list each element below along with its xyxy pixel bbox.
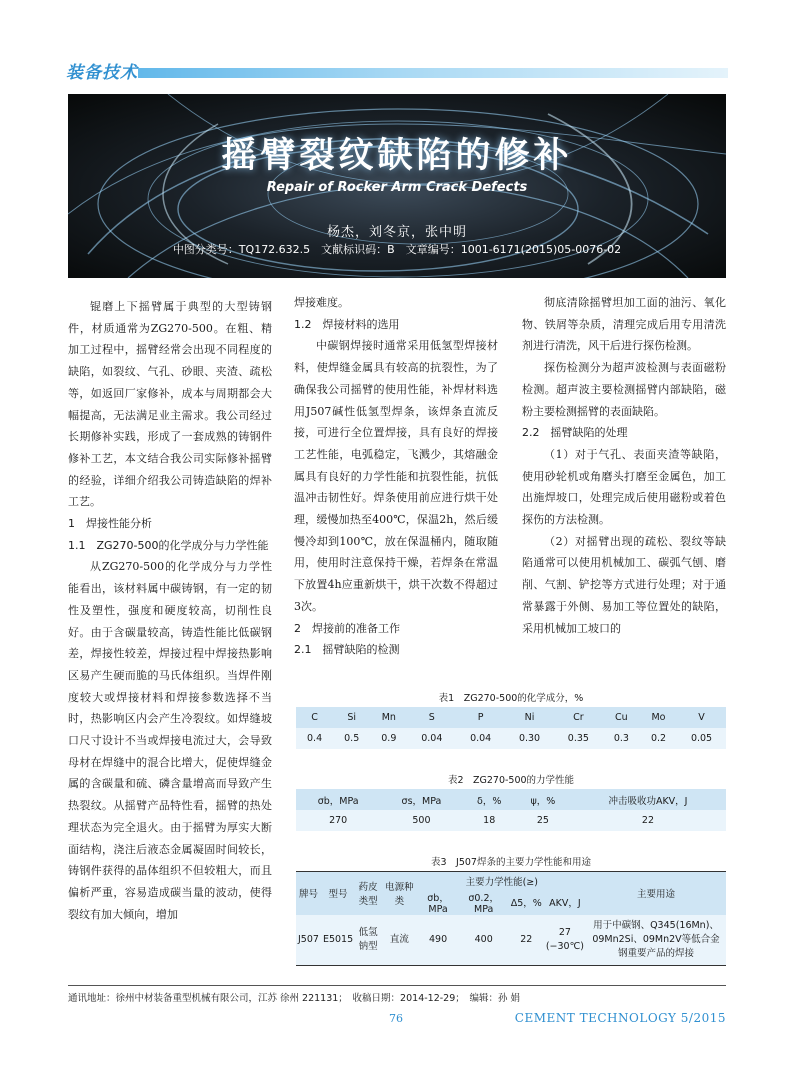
table-cell: 0.35 (567, 733, 589, 744)
table-caption: 表2 ZG270-500的力学性能 (447, 775, 575, 786)
table-header-cell: Cu (615, 712, 628, 723)
table-header-cell: δ，% (477, 795, 502, 807)
table-cell: 低氢钠型 (358, 926, 378, 952)
akv-temperature: (−30℃) (545, 940, 584, 952)
subsection-heading: 2.2 摇臂缺陷的处理 (522, 426, 628, 440)
table-header-cell: 主要用途 (636, 889, 675, 901)
table-header-cell: P (477, 712, 484, 723)
article-authors: 杨杰，刘冬京，张中明 (326, 225, 467, 240)
table-cell: 0.4 (307, 733, 323, 744)
table-caption: 表3 J507焊条的主要力学性能和用途 (431, 857, 591, 868)
table-header-cell: 电源种类 (385, 882, 414, 908)
table-header-row (296, 872, 726, 890)
table-cell: 25 (536, 815, 549, 826)
table-row (296, 810, 726, 831)
table-header-cell: S (428, 712, 435, 723)
body-column-2 (294, 292, 498, 661)
table-cell: 0.04 (470, 733, 492, 744)
table-cell: 用于中碳钢、Q345(16Mn)、09Mn2Si、09Mn2V等低合金钢重要产品的焊接 (592, 919, 720, 959)
table-header-cell: 牌号 (298, 889, 318, 901)
table-header-cell: Si (347, 712, 357, 723)
paragraph: （1）对于气孔、表面夹渣等缺陷，使用砂轮机或角磨头打磨至金属色，加工出施焊坡口，处理完成后使用磁粉或着色探伤的方法检测。 (522, 447, 726, 527)
table-header-cell: V (698, 712, 705, 723)
table-cell: 270 (329, 815, 348, 826)
table-cell: E5015 (322, 933, 354, 945)
footer-info: 通讯地址：徐州中材装备重型机械有限公司，江苏 徐州 221131； 收稿日期：2014-12-29； 编辑：孙 娟 (68, 993, 521, 1004)
section-heading: 2 焊接前的准备工作 (294, 621, 400, 635)
table-cell: 18 (483, 815, 496, 826)
table-header-cell: ψ，% (530, 795, 556, 807)
section-tag: 装备技术 (66, 63, 138, 83)
table-cell: 0.04 (421, 733, 443, 744)
footer-divider (68, 985, 726, 986)
table-header-cell: AKV，J (549, 898, 581, 909)
article-title: 摇臂裂纹缺陷的修补 (221, 136, 573, 176)
paragraph: 中碳钢焊接时通常采用低氢型焊接材料，使焊缝金属具有较高的抗裂性，为了确保我公司摇臂的使用性能，补焊材料选用J507碱性低氢型焊条，该焊条直流反接，可进行全位置焊接，具有良好的焊接工艺性能，电弧稳定，飞溅少，其熔融金属具有良好的力学性能和抗裂性能，抗低温冲击韧性好。焊条使用前应进行烘干处理，缓慢加热至400℃，保温2h，然后缓慢冷却到100℃，放在保温桶内，随取随用，使用时注意保持干燥，若焊条在常温下放置4h应重新烘干，烘干次数不得超过3次。 (294, 339, 498, 613)
table-header-row (296, 707, 726, 728)
table-cell: 490 (429, 933, 448, 945)
akv-value: 27 (558, 926, 571, 938)
paragraph: 彻底清除摇臂坦加工面的油污、氧化物、铁屑等杂质，清理完成后用专用清洗剂进行清洗，风干后进行探伤检测。 (522, 296, 726, 353)
section-heading: 1 焊接性能分析 (68, 517, 152, 531)
table-header-cell: 冲击吸收功AKV，J (608, 795, 688, 807)
subsection-heading: 1.2 焊接材料的选用 (294, 317, 400, 331)
table-header-cell: σ0.2，MPa (468, 892, 499, 915)
table-header-group: 主要力学性能(≥) (465, 876, 538, 888)
table-header-cell: Cr (573, 712, 584, 723)
body-column-3 (522, 292, 726, 639)
paragraph: （2）对摇臂出现的疏松、裂纹等缺陷通常可以使用机械加工、碳弧气刨、磨削、气割、铲挖等方式进行处理；对于通常暴露于外侧、易加工等位置处的缺陷，采用机械加工坡口的 (522, 534, 726, 635)
table-cell (544, 915, 586, 966)
article-title-english: Repair of Rocker Arm Crack Defects (266, 180, 528, 195)
table-header-cell: σb，MPa (427, 892, 449, 915)
table-chemical-composition (296, 690, 726, 749)
table-mechanical-properties (296, 772, 726, 831)
table-cell: J507 (298, 933, 319, 945)
table-header-cell: Mo (651, 712, 666, 723)
subsection-heading: 2.1 摇臂缺陷的检测 (294, 643, 400, 657)
table-cell: 0.30 (518, 733, 541, 744)
table-cell: 0.5 (344, 733, 360, 744)
table-electrode-properties (296, 854, 726, 966)
table-header-row (296, 789, 726, 810)
table-cell: 0.3 (613, 733, 629, 744)
table-header-cell: σb，MPa (317, 795, 359, 807)
paragraph: 锟磨上下摇臂属于典型的大型铸钢件，材质通常为ZG270-500。在粗、精加工过程中，摇臂经常会出现不同程度的缺陷，如裂纹、气孔、砂眼、夹渣、疏松等，如返回厂家修补，成本与周期都会大幅提高，无法满足业主需求。我公司经过长期修补实践，形成了一套成熟的铸钢件修补工艺，本文结合我公司实际修补摇臂的经验，详细介绍我公司铸造缺陷的焊补工艺。 (68, 300, 272, 509)
body-column-1 (68, 296, 272, 925)
table-header-cell: Ni (524, 712, 535, 723)
table-caption: 表1 ZG270-500的化学成分，% (438, 693, 584, 704)
table-cell: 400 (474, 933, 493, 945)
table-header-cell: 型号 (328, 889, 348, 901)
table-cell: 0.2 (650, 733, 667, 744)
table-cell: 500 (412, 815, 431, 826)
paragraph: 焊接难度。 (294, 296, 349, 309)
table-cell: 直流 (389, 933, 409, 945)
table-cell: 22 (641, 815, 655, 826)
table-row (296, 915, 726, 966)
table-cell: 0.05 (690, 733, 713, 744)
section-tag-bar (138, 68, 728, 78)
subsection-heading: 1.1 ZG270-500的化学成分与力学性能 (68, 538, 269, 552)
table-header-cell: Δ5，% (510, 898, 542, 909)
journal-name: CEMENT TECHNOLOGY 5/2015 (514, 1011, 726, 1025)
table-header-cell: Mn (381, 712, 396, 723)
table-cell: 0.9 (381, 733, 397, 744)
table-cell: 22 (520, 933, 533, 945)
table-header-cell: σs，MPa (401, 795, 442, 807)
hero-banner (68, 94, 726, 278)
table-header-cell: 药皮类型 (358, 882, 378, 908)
table-row (296, 728, 726, 749)
table-header-cell: C (311, 712, 318, 723)
paragraph: 从ZG270-500的化学成分与力学性能看出，该材料属中碳铸钢，有一定的韧性及塑性，强度和硬度较高，切削性良好。由于含碳量较高，铸造性能比低碳钢差，焊接性较差，焊接过程中焊接热影响区易产生硬而脆的马氏体组织。当焊件刚度较大或焊接材料和焊接参数选择不当时，热影响区内会产生冷裂纹。如焊缝坡口尺寸设计不当或焊接电流过大，会导致母材在焊缝中的混合比增大，促使焊缝金属的含碳量和硫、磷含量增高而导致产生热裂纹。从摇臂产品特性看，摇臂的热处理状态为完全退火。由于摇臂为厚实大断面结构，浇注后液态金属凝固时间较长，铸钢件获得的晶体组织不但较粗大，而且偏析严重，容易造成碳当量的波动，使得裂纹有加大倾向，增加 (68, 560, 272, 921)
classification-line: 中图分类号：TQ172.632.5 文献标识码：B 文章编号：1001-6171(2015)05-0076-02 (172, 243, 622, 256)
page-number: 76 (389, 1012, 403, 1025)
paragraph: 探伤检测分为超声波检测与表面磁粉检测。超声波主要检测摇臂内部缺陷，磁粉主要检测摇臂的表面缺陷。 (522, 361, 726, 418)
